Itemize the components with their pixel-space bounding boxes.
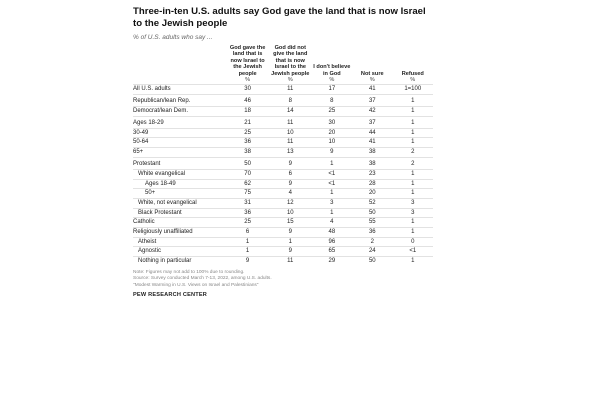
row-label: 65+ [133, 148, 226, 158]
table-cell: 50 [352, 208, 392, 218]
table-row [133, 169, 433, 179]
row-label: Democrat/lean Dem. [133, 106, 226, 116]
table-cell: 1 [393, 179, 434, 189]
table-cell: 38 [352, 148, 392, 158]
table-cell: 1 [269, 237, 312, 247]
row-label: White, not evangelical [133, 198, 226, 208]
table-cell: 24 [352, 247, 392, 257]
table-cell: 1 [226, 247, 269, 257]
table-cell: <1 [312, 169, 352, 179]
row-label: Republican/lean Rep. [133, 94, 226, 106]
table-cell: 52 [352, 198, 392, 208]
table-cell: 6 [226, 228, 269, 238]
report-line: "Modest Warming in U.S. Views on Israel and Palestinians" [133, 282, 259, 288]
table-cell: 11 [269, 85, 312, 95]
table-cell: 8 [269, 94, 312, 106]
column-header: I don't believe in God [313, 64, 351, 77]
table-cell: 9 [269, 228, 312, 238]
table-cell: 11 [269, 116, 312, 128]
table-cell: 11 [269, 257, 312, 266]
table-cell: 1 [226, 237, 269, 247]
table-cell: 41 [352, 138, 392, 148]
table-cell: 2 [352, 237, 392, 247]
table-cell: 96 [312, 237, 352, 247]
table-cell: 44 [352, 128, 392, 138]
table-cell: 17 [312, 85, 352, 95]
table-cell: 3 [393, 208, 434, 218]
table-cell: 70 [226, 169, 269, 179]
table-cell: 1 [393, 189, 434, 199]
table-cell: 28 [352, 179, 392, 189]
unit-label: % [329, 77, 335, 84]
table-row [133, 128, 433, 138]
unit-label: % [410, 77, 416, 84]
table-cell: 62 [226, 179, 269, 189]
unit-label: % [287, 77, 293, 84]
table-row [133, 116, 433, 128]
table-cell: 15 [269, 218, 312, 228]
table-cell: 42 [352, 106, 392, 116]
table-cell: 1 [312, 157, 352, 169]
table-row [133, 148, 433, 158]
table-row [133, 189, 433, 199]
row-label: Ages 18-29 [133, 116, 226, 128]
table-cell: 8 [312, 94, 352, 106]
table-cell: 20 [312, 128, 352, 138]
row-label: Nothing in particular [133, 257, 226, 266]
column-header: Not sure [360, 70, 384, 77]
table-body [133, 85, 433, 266]
row-label: Atheist [133, 237, 226, 247]
table-cell: 9 [226, 257, 269, 266]
table-cell: 37 [352, 94, 392, 106]
row-label: Catholic [133, 218, 226, 228]
column-header: Refused [401, 70, 424, 77]
table-cell: 3 [393, 198, 434, 208]
table-row [133, 157, 433, 169]
table-cell: 50 [352, 257, 392, 266]
table-cell: 2 [393, 148, 434, 158]
table-cell: <1 [312, 179, 352, 189]
table-cell: 9 [269, 247, 312, 257]
table-cell: 36 [226, 138, 269, 148]
table-cell: 20 [352, 189, 392, 199]
table-cell: 10 [312, 138, 352, 148]
unit-label: % [245, 77, 251, 84]
table-cell: 3 [312, 198, 352, 208]
table-cell: 25 [226, 218, 269, 228]
notes [133, 270, 433, 289]
row-label: Ages 18-49 [133, 179, 226, 189]
table-cell: 41 [352, 85, 392, 95]
table-row [133, 228, 433, 238]
table-cell: 4 [312, 218, 352, 228]
table-cell: 12 [269, 198, 312, 208]
table-cell: 25 [312, 106, 352, 116]
table-cell: 23 [352, 169, 392, 179]
table-cell: 1 [393, 257, 434, 266]
row-label: Protestant [133, 157, 226, 169]
chart-subtitle: % of U.S. adults who say ... [133, 34, 213, 41]
table-row [133, 179, 433, 189]
column-header-row [133, 45, 433, 77]
row-label-header [133, 45, 226, 77]
column-header: God gave the land that is now Israel to the Jewish people [229, 45, 266, 77]
table-cell: 13 [269, 148, 312, 158]
table-cell: 1=100 [393, 85, 434, 95]
table-cell: 29 [312, 257, 352, 266]
chart-title: Three-in-ten U.S. adults say God gave the land that is now Israel to the Jewish people [133, 6, 426, 29]
table-row [133, 257, 433, 266]
table-cell: 1 [393, 138, 434, 148]
table-row [133, 247, 433, 257]
table-cell: 50 [226, 157, 269, 169]
table-cell: 1 [312, 208, 352, 218]
column-header: God did not give the land that is now Israel to the Jewish people [271, 45, 310, 77]
row-label: Religiously unaffiliated [133, 228, 226, 238]
table-cell: 1 [393, 94, 434, 106]
pew-logo-text: PEW RESEARCH CENTER [133, 292, 208, 299]
table-cell: 25 [226, 128, 269, 138]
table-cell: 10 [269, 208, 312, 218]
source-line: Source: Survey conducted March 7-13, 2022, among U.S. adults. [133, 276, 272, 282]
chart-container [133, 6, 433, 298]
row-label: Agnostic [133, 247, 226, 257]
row-label: 50-64 [133, 138, 226, 148]
table-cell: 38 [352, 157, 392, 169]
table-cell: 37 [352, 116, 392, 128]
table-cell: 10 [269, 128, 312, 138]
unit-row [133, 77, 433, 85]
table-cell: 38 [226, 148, 269, 158]
table-cell: 30 [226, 85, 269, 95]
table-cell: 18 [226, 106, 269, 116]
row-label: 50+ [133, 189, 226, 199]
table-cell: 48 [312, 228, 352, 238]
table-cell: 2 [393, 157, 434, 169]
table-cell: 14 [269, 106, 312, 116]
table-cell: 9 [312, 148, 352, 158]
note-line: Note: Figures may not add to 100% due to rounding. [133, 269, 245, 275]
row-label: All U.S. adults [133, 85, 226, 95]
table-cell: 36 [352, 228, 392, 238]
table-cell: 0 [393, 237, 434, 247]
table-row [133, 138, 433, 148]
row-label: White evangelical [133, 169, 226, 179]
table-cell: 75 [226, 189, 269, 199]
table-cell: <1 [393, 247, 434, 257]
table-row [133, 85, 433, 95]
table-row [133, 94, 433, 106]
unit-label: % [369, 77, 375, 84]
table-cell: 36 [226, 208, 269, 218]
table-cell: 31 [226, 198, 269, 208]
table-row [133, 198, 433, 208]
table-cell: 4 [269, 189, 312, 199]
unit-row-spacer [133, 77, 226, 85]
table-cell: 65 [312, 247, 352, 257]
table-cell: 6 [269, 169, 312, 179]
table-cell: 1 [393, 169, 434, 179]
table-cell: 21 [226, 116, 269, 128]
table-cell: 1 [393, 218, 434, 228]
table-cell: 9 [269, 179, 312, 189]
table-cell: 1 [393, 106, 434, 116]
table-row [133, 237, 433, 247]
table-cell: 30 [312, 116, 352, 128]
table-row [133, 208, 433, 218]
table-cell: 55 [352, 218, 392, 228]
table-cell: 1 [393, 116, 434, 128]
table-cell: 11 [269, 138, 312, 148]
row-label: Black Protestant [133, 208, 226, 218]
table-cell: 1 [393, 128, 434, 138]
table-row [133, 106, 433, 116]
data-table [133, 45, 433, 266]
table-cell: 1 [393, 228, 434, 238]
table-cell: 46 [226, 94, 269, 106]
table-row [133, 218, 433, 228]
table-cell: 9 [269, 157, 312, 169]
table-cell: 1 [312, 189, 352, 199]
row-label: 30-49 [133, 128, 226, 138]
